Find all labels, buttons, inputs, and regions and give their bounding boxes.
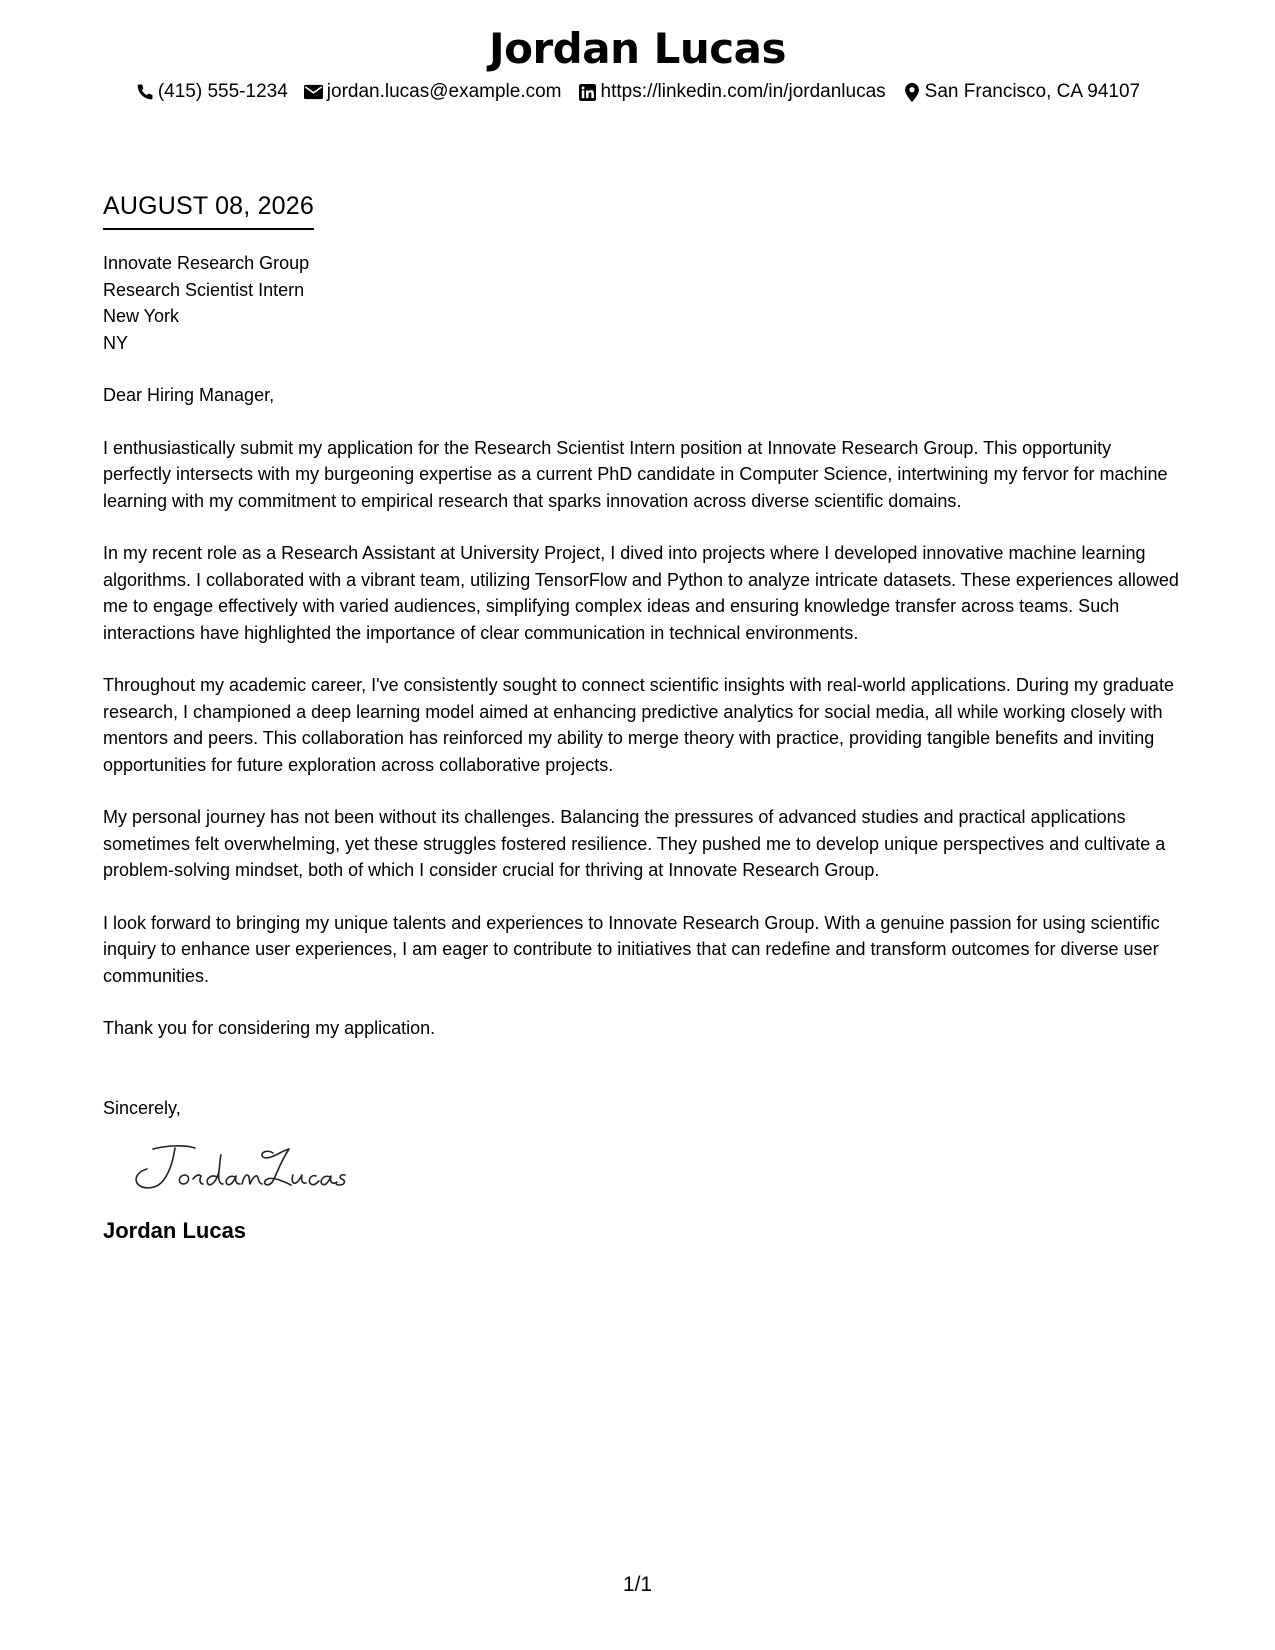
contact-linkedin xyxy=(578,80,886,104)
body-paragraph-1: I enthusiastically submit my application for the Research Scientist Intern position at Innovate Research Group. This opportunity perfectly intersects with my burgeoning expertise as a current PhD candidate in Computer Science, intertwining my fervor for machine learning with my commitment to empirical research that sparks innovation across diverse scientific domains. xyxy=(103,437,1168,511)
thank-you-line: Thank you for considering my application. xyxy=(103,1018,436,1038)
applicant-name-heading: Jordan Lucas xyxy=(488,24,787,73)
page-number: 1/1 xyxy=(622,1573,653,1596)
email-address: jordan.lucas@example.com xyxy=(326,81,562,102)
handwritten-signature xyxy=(123,1141,353,1195)
location-text: San Francisco, CA 94107 xyxy=(924,81,1141,102)
letter-date: AUGUST 08, 2026 xyxy=(103,190,314,230)
phone-number: (415) 555-1234 xyxy=(157,81,288,102)
letter-date-block xyxy=(103,190,314,230)
recipient-city: New York xyxy=(103,306,180,326)
map-pin-icon xyxy=(902,82,922,102)
recipient-state: NY xyxy=(103,332,129,353)
contact-info-bar xyxy=(0,80,1275,104)
contact-location xyxy=(902,80,1140,104)
body-paragraph-3: Throughout my academic career, I've consistently sought to connect scientific insights with real-world applications. During my graduate research, I championed a deep learning model aimed at enhancing predictive analytics for social media, all while working closely with mentors and peers. This collaboration has reinforced my ability to merge theory with practice, providing tangible benefits and inviting opportunities for future exploration across collaborative projects. xyxy=(103,675,1174,775)
recipient-position: Research Scientist Intern xyxy=(103,279,305,300)
signer-name: Jordan Lucas xyxy=(103,1218,247,1243)
recipient-address xyxy=(103,250,1183,356)
contact-email xyxy=(304,80,562,104)
envelope-icon xyxy=(304,82,324,102)
contact-phone xyxy=(135,80,288,104)
salutation: Dear Hiring Manager, xyxy=(103,385,275,405)
phone-icon xyxy=(135,82,155,102)
linkedin-url: https://linkedin.com/in/jordanlucas xyxy=(600,81,886,102)
body-paragraph-5: I look forward to bringing my unique talents and experiences to Innovate Research Group. With a genuine passion for using scientific inquiry to enhance user experiences, I am eager to contribute to initiatives that can redefine and transform outcomes for diverse user communities. xyxy=(103,912,1160,986)
letter-body xyxy=(103,250,1183,1245)
recipient-company: Innovate Research Group xyxy=(103,253,310,273)
body-paragraph-4: My personal journey has not been without its challenges. Balancing the pressures of advanced studies and practical applications sometimes felt overwhelming, yet these struggles fostered resilience. They pushed me to develop unique perspectives and cultivate a problem-solving mindset, both of which I consider crucial for thriving at Innovate Research Group. xyxy=(103,807,1166,880)
body-paragraph-2: In my recent role as a Research Assistant at University Project, I dived into projects where I developed innovative machine learning algorithms. I collaborated with a vibrant team, utilizing TensorFlow and Python to analyze intricate datasets. These experiences allowed me to engage effectively with varied audiences, simplifying complex ideas and ensuring knowledge transfer across teams. Such interactions have highlighted the importance of clear communication in technical environments. xyxy=(103,543,1179,643)
closing-line: Sincerely, xyxy=(103,1097,181,1118)
linkedin-icon xyxy=(578,82,598,102)
